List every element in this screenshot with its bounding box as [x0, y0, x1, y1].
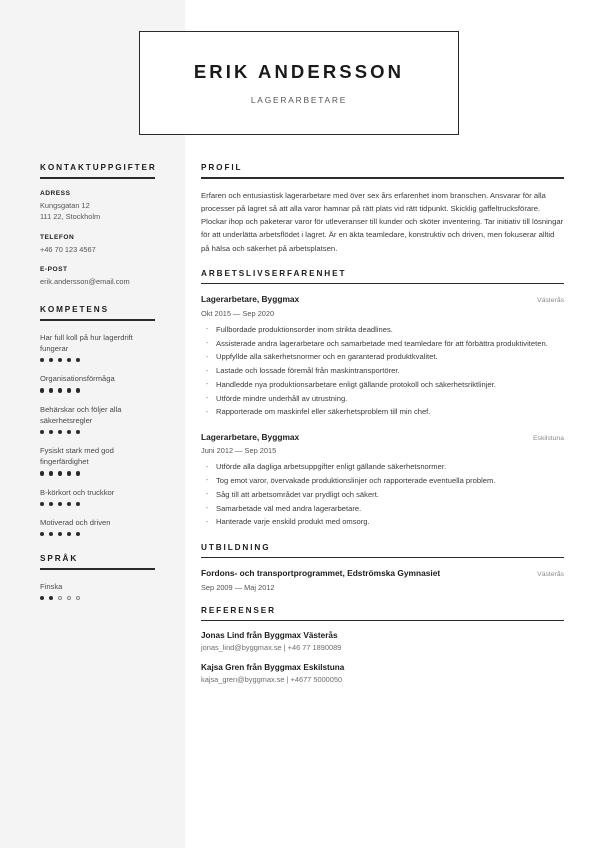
- bullet-item: - Assisterade andra lagerarbetare och samarbetade med teamledare för att förbättra produktiviteten.: [201, 338, 564, 350]
- references-list: [201, 631, 564, 684]
- address-value: [40, 200, 170, 223]
- rating-dot-filled: [40, 358, 44, 362]
- skill-item: [40, 487, 170, 506]
- entry-header: [201, 294, 564, 305]
- bullet-item: - Tog emot varor, övervakade produktionslinjer och rapporterade eventuella problem.: [201, 475, 564, 487]
- rating-dot-filled: [76, 532, 80, 536]
- reference-item: [201, 663, 564, 684]
- entry: [201, 568, 564, 591]
- email-value: erik.andersson@email.com: [40, 277, 130, 286]
- reference-contact: kajsa_gren@byggmax.se | +4677 5000050: [201, 675, 343, 685]
- rating-dot-empty: [67, 596, 71, 600]
- phone-value: +46 70 123 4567: [40, 244, 96, 254]
- bullet-item: - Handledde nya produktionsarbetare enligt gällande protokoll och säkerhetsriktlinjer.: [201, 379, 564, 391]
- skill-rating: [40, 532, 170, 536]
- language-item: [40, 581, 170, 600]
- skill-rating: [40, 471, 170, 475]
- entry: [201, 294, 564, 418]
- skills-heading-rule: [40, 319, 155, 321]
- entry-location: Västerås: [537, 571, 564, 579]
- skill-item-label: Motiverad och driven: [40, 518, 111, 528]
- education-list: [201, 568, 564, 591]
- entry-header: [201, 432, 564, 443]
- entry-bullets: [201, 461, 564, 528]
- reference-item: [201, 631, 564, 652]
- entry-location: Eskilstuna: [533, 434, 564, 442]
- address-line-1: Kungsgatan 12: [40, 200, 90, 210]
- address-line-2: 111 22, Stockholm: [40, 212, 101, 222]
- bullet-item: - Fullbordade produktionsorder inom strikta deadlines.: [201, 324, 564, 336]
- rating-dot-filled: [58, 388, 62, 392]
- bullet-item: - Uppfyllde alla säkerhetsnormer och en garanterad produktkvalitet.: [201, 351, 564, 363]
- bullet-item: - Lastade och lossade föremål från maskintransportörer.: [201, 365, 564, 377]
- entry-header: [201, 568, 564, 579]
- experience-list: [201, 294, 564, 528]
- references-heading-rule: [201, 620, 564, 622]
- entry-location: Västerås: [537, 297, 564, 305]
- rating-dot-empty: [58, 596, 62, 600]
- experience-section: [201, 269, 564, 529]
- education-heading: UTBILDNING: [201, 542, 271, 552]
- entry-bullets: [201, 324, 564, 419]
- skill-item-label: Fysiskt stark med god fingerfärdighet: [40, 446, 114, 467]
- candidate-name: ERIK ANDERSSON: [193, 61, 405, 82]
- rating-dot-filled: [49, 471, 53, 475]
- entry-title: Fordons- och transportprogrammet, Edströmska Gymnasiet: [201, 568, 441, 579]
- experience-heading: ARBETSLIVSERFARENHET: [201, 268, 347, 278]
- reference-name: Kajsa Gren från Byggmax Eskilstuna: [201, 663, 345, 673]
- bullet-item: - Rapporterade om maskinfel eller säkerhetsproblem till min chef.: [201, 406, 564, 418]
- languages-list: [40, 581, 170, 600]
- reference-contact: jonas_lind@byggmax.se | +46 77 1890089: [201, 643, 342, 653]
- rating-dot-empty: [76, 596, 80, 600]
- rating-dot-filled: [49, 430, 53, 434]
- bullet-item: - Samarbetade väl med andra lagerarbetare.: [201, 503, 564, 515]
- phone-label: TELEFON: [40, 233, 75, 241]
- language-item-label: Finska: [40, 582, 63, 591]
- skill-rating: [40, 358, 170, 362]
- skill-rating: [40, 430, 170, 434]
- rating-dot-filled: [40, 596, 44, 600]
- skill-item-label: B-körkort och truckkor: [40, 487, 115, 497]
- rating-dot-filled: [49, 532, 53, 536]
- contact-heading: KONTAKTUPPGIFTER: [40, 163, 157, 172]
- entry-dates: Sep 2009 — Maj 2012: [201, 582, 275, 592]
- skill-item: [40, 517, 170, 536]
- rating-dot-filled: [67, 388, 71, 392]
- address-label: ADRESS: [40, 189, 71, 197]
- bullet-item: - Utförde alla dagliga arbetsuppgifter enligt gällande säkerhetsnormer.: [201, 461, 564, 473]
- skill-rating: [40, 502, 170, 506]
- rating-dot-filled: [40, 502, 44, 506]
- education-heading-rule: [201, 557, 564, 559]
- rating-dot-filled: [67, 358, 71, 362]
- skill-item: [40, 404, 170, 434]
- reference-name: Jonas Lind från Byggmax Västerås: [201, 631, 338, 641]
- rating-dot-filled: [58, 502, 62, 506]
- profile-heading-rule: [201, 177, 564, 179]
- bullet-item: - Hanterade varje enskild produkt med omsorg.: [201, 516, 564, 528]
- main-content: [201, 0, 564, 698]
- rating-dot-filled: [76, 502, 80, 506]
- references-section: [201, 606, 564, 685]
- skill-item: [40, 332, 170, 362]
- entry-title: Lagerarbetare, Byggmax: [201, 294, 300, 305]
- experience-heading-rule: [201, 283, 564, 285]
- rating-dot-filled: [40, 430, 44, 434]
- references-heading: REFERENSER: [201, 605, 276, 615]
- profile-heading: PROFIL: [201, 163, 243, 172]
- skill-item: [40, 373, 170, 392]
- bullet-item: - Utförde mindre underhåll av utrustning.: [201, 393, 564, 405]
- rating-dot-filled: [67, 430, 71, 434]
- skill-item-label: Organisationsförmåga: [40, 374, 115, 384]
- education-section: [201, 543, 564, 592]
- profile-text: Erfaren och entusiastisk lagerarbetare med över sex års erfarenhet inom branschen. Ansvarar för alla processer på lagret så att alla varor hamnar på rätt plats vid rätt tidpunkt. Skicklig gaffeltrucksförare. Plockar ihop och paketerar varor för utleveranser till kunder och sköter inventering. Tar initiativ till lösningar för att underlätta arbetsflödet i lagret. Är en äkta teamledare, konstruktiv och driven, men fokuserar alltid på hälsa och säkerhet på arbetsplatsen.: [201, 190, 564, 253]
- skill-item: [40, 445, 170, 475]
- profile-section: [201, 163, 564, 255]
- languages-section: [40, 554, 170, 600]
- rating-dot-filled: [58, 358, 62, 362]
- languages-heading: SPRÅK: [40, 554, 79, 564]
- skill-rating: [40, 388, 170, 392]
- candidate-job-title: LAGERARBETARE: [250, 95, 348, 105]
- entry-dates: Juni 2012 — Sep 2015: [201, 446, 277, 456]
- rating-dot-filled: [40, 471, 44, 475]
- rating-dot-filled: [76, 388, 80, 392]
- email-label: E-POST: [40, 266, 68, 273]
- skills-heading: KOMPETENS: [40, 305, 109, 315]
- rating-dot-filled: [67, 502, 71, 506]
- skill-item-label: Har full koll på hur lagerdrift fungerar: [40, 333, 133, 354]
- rating-dot-filled: [49, 502, 53, 506]
- rating-dot-filled: [58, 532, 62, 536]
- rating-dot-filled: [76, 471, 80, 475]
- languages-heading-rule: [40, 568, 155, 570]
- entry-dates: Okt 2015 — Sep 2020: [201, 308, 275, 318]
- entry-title: Lagerarbetare, Byggmax: [201, 431, 300, 442]
- rating-dot-filled: [49, 596, 53, 600]
- bullet-item: - Såg till att arbetsområdet var prydligt och säkert.: [201, 489, 564, 501]
- language-rating: [40, 596, 170, 600]
- rating-dot-filled: [58, 430, 62, 434]
- skills-list: [40, 332, 170, 536]
- rating-dot-filled: [40, 532, 44, 536]
- rating-dot-filled: [76, 430, 80, 434]
- entry: [201, 432, 564, 529]
- rating-dot-filled: [76, 358, 80, 362]
- rating-dot-filled: [40, 388, 44, 392]
- rating-dot-filled: [49, 388, 53, 392]
- contact-heading-rule: [40, 177, 155, 179]
- rating-dot-filled: [67, 532, 71, 536]
- rating-dot-filled: [67, 471, 71, 475]
- skill-item-label: Behärskar och följer alla säkerhetsregler: [40, 404, 122, 425]
- contact-section: [40, 163, 170, 287]
- rating-dot-filled: [49, 358, 53, 362]
- rating-dot-filled: [58, 471, 62, 475]
- skills-section: [40, 305, 170, 536]
